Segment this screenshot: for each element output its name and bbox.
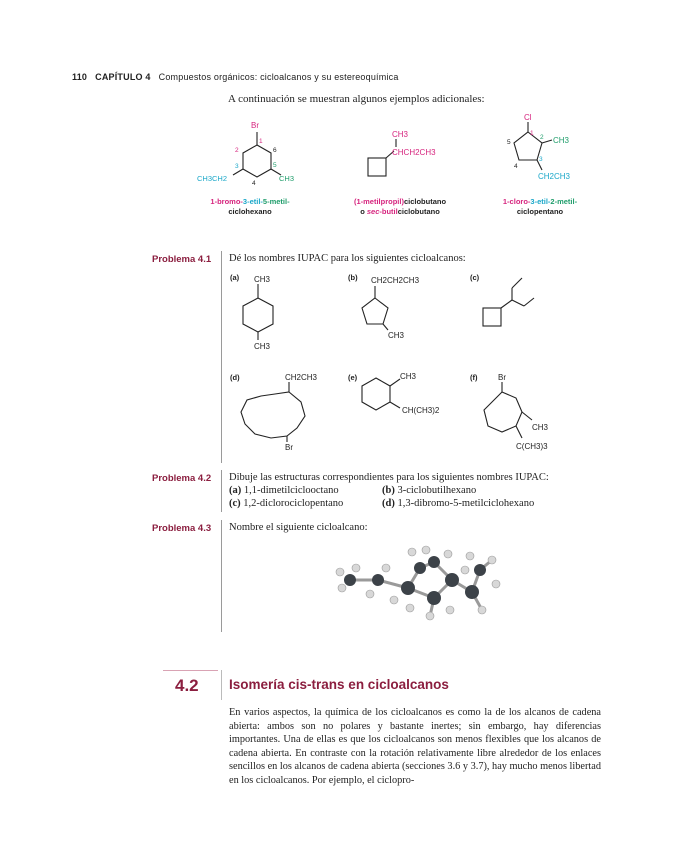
problem-4-1-label: Problema 4.1 — [152, 254, 212, 265]
example-1-structure — [195, 118, 310, 193]
section-number: 4.2 — [175, 676, 199, 695]
p41-f-bottom: C(CH3)3 — [516, 442, 548, 451]
ex3-n1: 1 — [530, 130, 534, 137]
problem-4-2-rule — [221, 470, 222, 512]
p42-item-b — [382, 485, 476, 496]
p41-a-tag: (a) — [230, 273, 240, 282]
cap1-etil: 3-etil- — [242, 197, 263, 206]
running-header — [72, 72, 399, 82]
section-body: En varios aspectos, la química de los cicloalcanos es como la de los alcanos de cadena abierta: ambos son no polares y bastante inertes; sin embargo, hay diferencias importantes. Una de ellas es que los cicloalcanos son menos flexibles que los alcanos de cadena abierta. En contraste con la rotación relativamente libre alrededor de los enlaces sencillos en los alcanos de cadena abierta (secciones 3.6 y 3.7), hay mucho menos libertad en los cicloalcanos. Por ejemplo, el ciclopro- — [229, 707, 601, 786]
ex1-br-label: Br — [251, 121, 259, 130]
cap3-etil: 3-etil- — [530, 197, 551, 206]
problem-4-2-text: Dibuje las estructuras correspondientes para los siguientes nombres IUPAC: — [229, 472, 549, 483]
p41-f-mid: CH3 — [532, 423, 549, 432]
section-title: Isomería cis-trans en cicloalcanos — [229, 677, 449, 692]
cap2-o: o — [360, 207, 367, 216]
p42-d-text: 1,3-dibromo-5-metilciclohexano — [397, 498, 535, 509]
ex1-n4: 4 — [252, 180, 256, 187]
ex3-n5: 5 — [507, 139, 511, 146]
ex1-methyl: CH3 — [279, 174, 295, 183]
section-rule — [163, 670, 218, 671]
p41-b-top: CH2CH2CH3 — [371, 276, 420, 285]
p41-d-top: CH2CH3 — [285, 373, 318, 382]
example-2-structure — [360, 125, 450, 185]
cap1-line2: ciclohexano — [228, 207, 272, 216]
ex1-n6: 6 — [273, 147, 277, 154]
p41-a-bottom: CH3 — [254, 342, 271, 351]
problem-4-3-rule — [221, 520, 222, 632]
p41-e-bottom: CH(CH3)2 — [402, 406, 440, 415]
p41-c-tag: (c) — [470, 273, 480, 282]
ex1-n5: 5 — [273, 162, 277, 169]
ex3-cl: Cl — [524, 113, 532, 122]
problem-4-1-rule — [221, 251, 222, 463]
ex2-chch2ch3: CHCH2CH3 — [392, 148, 436, 157]
example-3-caption — [480, 197, 600, 217]
cap2-metilpropil: (1-metilpropil) — [353, 197, 404, 206]
chapter-title: Compuestos orgánicos: cicloalcanos y su estereoquímica — [158, 72, 399, 82]
ex1-n1: 1 — [259, 138, 263, 145]
cap2-butil: -butil — [379, 207, 398, 216]
p42-c-text: 1,2-diclorociclopentano — [243, 498, 344, 509]
cap1-bromo: 1-bromo- — [210, 197, 243, 206]
ex3-ch3: CH3 — [553, 136, 570, 145]
ex3-ch2ch3: CH2CH3 — [538, 172, 571, 181]
p42-item-a — [229, 485, 339, 496]
p42-item-c — [229, 498, 343, 509]
p41-a-structure — [230, 268, 290, 353]
p42-a-tag: (a) — [229, 485, 242, 496]
p41-d-bottom: Br — [285, 443, 293, 452]
p42-c-tag: (c) — [229, 498, 241, 509]
cap2-ciclobutano2: ciclobutano — [397, 207, 440, 216]
p41-e-tag: (e) — [348, 373, 358, 382]
problem-4-2-label: Problema 4.2 — [152, 473, 212, 484]
p41-d-structure — [235, 368, 325, 453]
page-number: 110 — [72, 72, 88, 82]
intro-text: A continuación se muestran algunos ejemplos adicionales: — [228, 93, 485, 105]
p41-b-bottom: CH3 — [388, 331, 405, 340]
molecule-ball-stick-model — [330, 540, 510, 630]
section-vertical-rule — [221, 670, 222, 700]
p41-f-top: Br — [498, 373, 506, 382]
problem-4-1-text: Dé los nombres IUPAC para los siguientes cicloalcanos: — [229, 253, 466, 264]
p42-d-tag: (d) — [382, 498, 395, 509]
p41-f-structure — [478, 370, 558, 455]
cap2-ciclobutano: ciclobutano — [403, 197, 447, 206]
p41-b-tag: (b) — [348, 273, 358, 282]
p42-a-text: 1,1-dimetilciclooctano — [243, 485, 339, 496]
ex3-n4: 4 — [514, 163, 518, 170]
p41-e-structure — [358, 368, 458, 438]
ex3-n2: 2 — [540, 134, 544, 141]
problem-4-3-label: Problema 4.3 — [152, 523, 212, 534]
cap3-metil: 2-metil- — [550, 197, 578, 206]
ex1-ethyl: CH3CH2 — [197, 174, 228, 183]
ex1-n3: 3 — [235, 163, 239, 170]
problem-4-3-text: Nombre el siguiente cicloalcano: — [229, 522, 368, 533]
cap3-cloro: 1-cloro- — [502, 197, 531, 206]
cap1-metil: 5-metil- — [262, 197, 290, 206]
p42-b-tag: (b) — [382, 485, 395, 496]
p41-d-tag: (d) — [230, 373, 240, 382]
example-2-caption — [335, 197, 465, 217]
chapter-label: CAPÍTULO 4 — [95, 72, 151, 82]
p41-f-tag: (f) — [470, 373, 478, 382]
cap2-sec: sec — [366, 207, 380, 216]
p41-b-structure — [355, 268, 435, 343]
p42-item-d — [382, 498, 534, 509]
cap3-line2: ciclopentano — [516, 207, 564, 216]
example-3-structure — [500, 110, 590, 188]
ex1-n2: 2 — [235, 147, 239, 154]
example-1-caption — [190, 197, 310, 217]
p42-b-text: 3-ciclobutilhexano — [397, 485, 477, 496]
ex3-n3: 3 — [539, 156, 543, 163]
p41-a-top: CH3 — [254, 275, 271, 284]
ex2-ch3: CH3 — [392, 130, 409, 139]
p41-e-top: CH3 — [400, 372, 417, 381]
p41-c-structure — [478, 270, 558, 340]
